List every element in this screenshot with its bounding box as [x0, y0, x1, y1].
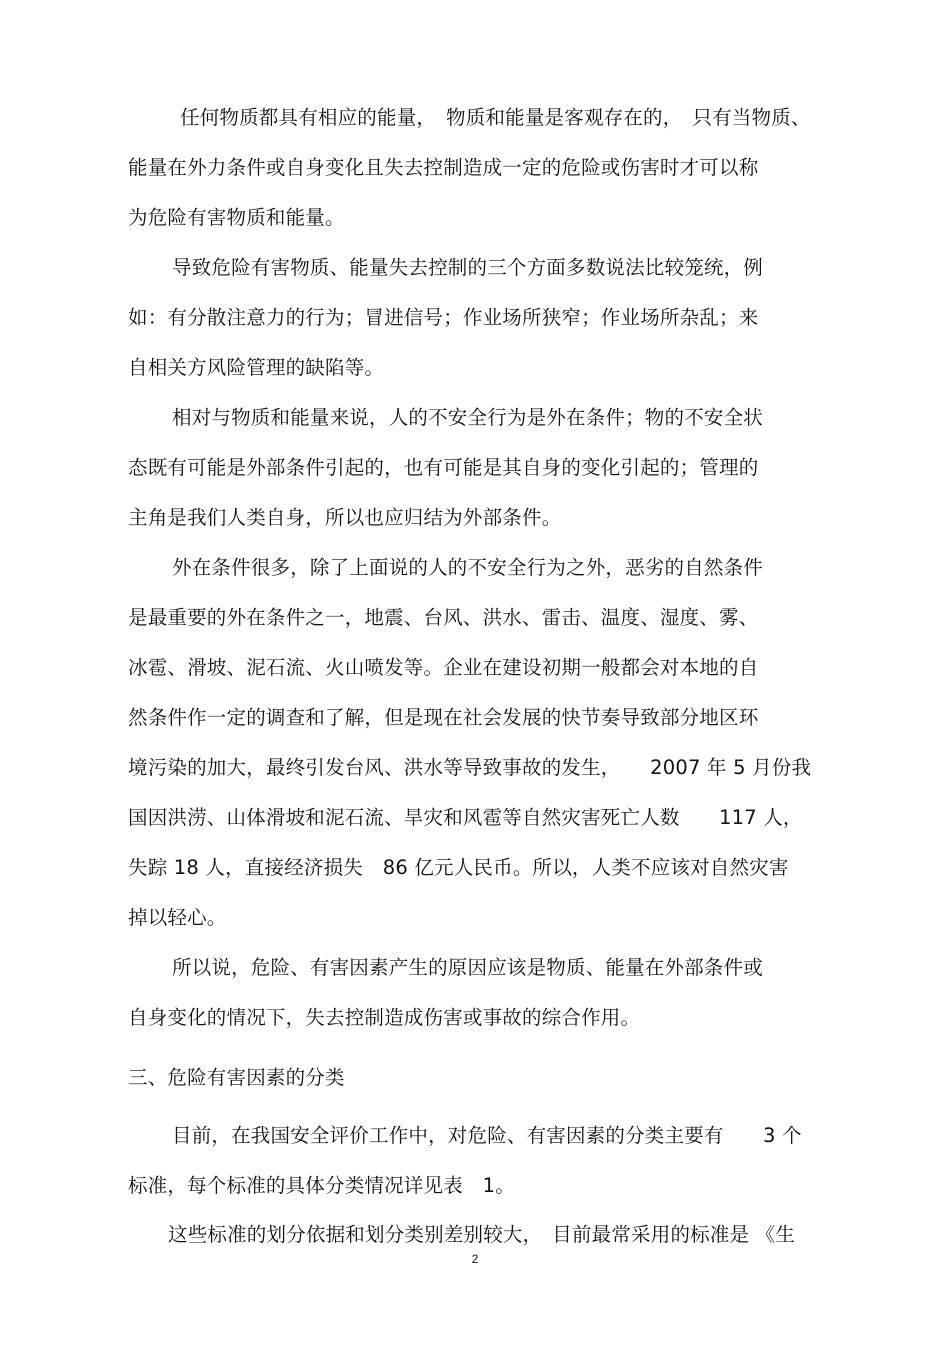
text-line: 主角是我们人类自身，所以也应归结为外部条件。 [128, 506, 562, 529]
text-line: 国因洪涝、山体滑坡和泥石流、旱灾和风雹等自然灾害死亡人数 117 人， [128, 806, 803, 829]
text-line: 自相关方风险管理的缺陷等。 [128, 356, 385, 379]
text-line: 失踪 18 人，直接经济损失 86 亿元人民币。所以，人类不应该对自然灾害 [128, 856, 789, 879]
text-line: 是最重要的外在条件之一，地震、台风、洪水、雷击、温度、湿度、雾、 [128, 606, 759, 629]
text-line: 所以说，危险、有害因素产生的原因应该是物质、能量在外部条件或 [172, 956, 764, 979]
text-line: 境污染的加大，最终引发台风、洪水等导致事故的发生， 2007 年 5 月份我 [128, 756, 812, 779]
text-line: 然条件作一定的调查和了解，但是现在社会发展的快节奏导致部分地区环 [128, 706, 759, 729]
text-line: 标准，每个标准的具体分类情况详见表 1。 [128, 1174, 515, 1197]
text-line: 冰雹、滑坡、泥石流、火山喷发等。企业在建设初期一般都会对本地的自 [128, 656, 759, 679]
text-line: 目前，在我国安全评价工作中，对危险、有害因素的分类主要有 3 个 [172, 1124, 802, 1147]
text-line: 导致危险有害物质、能量失去控制的三个方面多数说法比较笼统，例 [172, 256, 764, 279]
page-number: 2 [471, 1252, 479, 1266]
text-line: 任何物质都具有相应的能量， 物质和能量是客观存在的， 只有当物质、 [180, 106, 811, 129]
text-line: 为危险有害物质和能量。 [128, 206, 345, 229]
text-line: 外在条件很多，除了上面说的人的不安全行为之外，恶劣的自然条件 [172, 556, 764, 579]
text-line: 相对与物质和能量来说，人的不安全行为是外在条件；物的不安全状 [172, 406, 764, 429]
text-line: 能量在外力条件或自身变化且失去控制造成一定的危险或伤害时才可以称 [128, 156, 759, 179]
text-line: 这些标准的划分依据和划分类别差别较大， 目前最常采用的标准是 《生 [168, 1223, 796, 1246]
text-line: 态既有可能是外部条件引起的，也有可能是其自身的变化引起的；管理的 [128, 456, 759, 479]
text-line: 自身变化的情况下，失去控制造成伤害或事故的综合作用。 [128, 1006, 641, 1029]
text-line: 掉以轻心。 [128, 906, 227, 929]
section-heading: 三、危险有害因素的分类 [128, 1066, 345, 1089]
text-line: 如：有分散注意力的行为；冒进信号；作业场所狭窄；作业场所杂乱；来 [128, 306, 759, 329]
